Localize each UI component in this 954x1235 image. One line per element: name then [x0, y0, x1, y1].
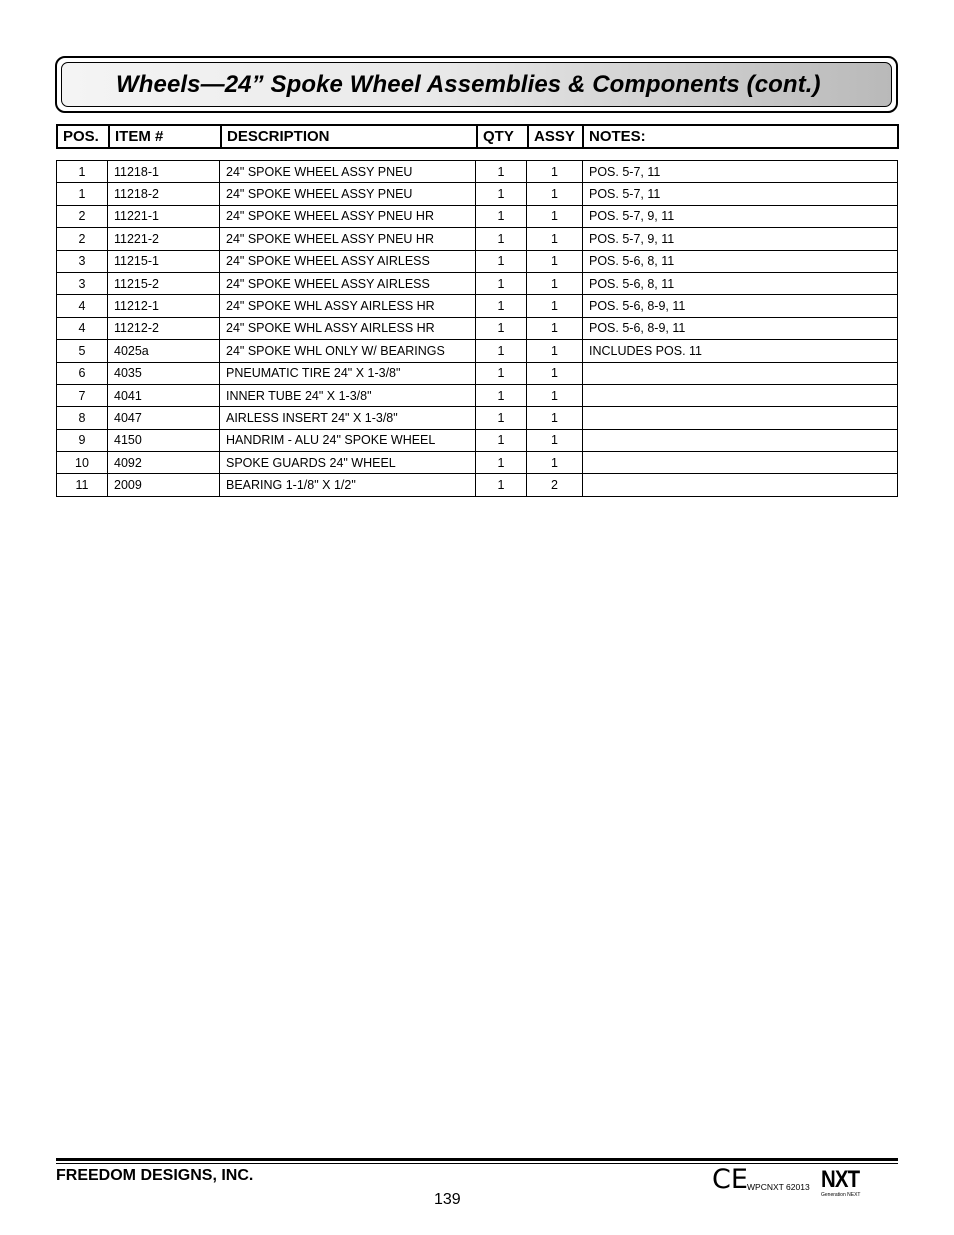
cell-pos: 3	[57, 250, 108, 272]
cell-qty: 1	[476, 362, 527, 384]
cell-item: 2009	[108, 474, 220, 496]
cell-notes: POS. 5-6, 8, 11	[583, 250, 898, 272]
table-row	[57, 183, 898, 205]
cell-item: 11215-2	[108, 272, 220, 294]
page-title: Wheels—24” Spoke Wheel Assemblies & Components (cont.)	[116, 70, 821, 98]
cell-item: 4035	[108, 362, 220, 384]
table-row	[57, 228, 898, 250]
cell-notes: POS. 5-7, 11	[583, 161, 898, 183]
cell-qty: 1	[476, 228, 527, 250]
cell-pos: 11	[57, 474, 108, 496]
cell-notes: POS. 5-6, 8-9, 11	[583, 317, 898, 339]
cell-qty: 1	[476, 407, 527, 429]
header-pos: POS.	[57, 125, 109, 148]
cell-pos: 2	[57, 228, 108, 250]
cell-qty: 1	[476, 205, 527, 227]
cell-assy: 1	[527, 183, 583, 205]
cell-pos: 5	[57, 340, 108, 362]
cell-description: 24" SPOKE WHEEL ASSY PNEU HR	[220, 205, 476, 227]
table-row	[57, 429, 898, 451]
cell-notes	[583, 407, 898, 429]
table-row	[57, 474, 898, 496]
cell-notes: POS. 5-7, 9, 11	[583, 205, 898, 227]
cell-pos: 4	[57, 295, 108, 317]
table-row	[57, 452, 898, 474]
cell-notes: POS. 5-7, 11	[583, 183, 898, 205]
cell-notes	[583, 474, 898, 496]
header-notes: NOTES:	[583, 125, 898, 148]
cell-item: 11218-1	[108, 161, 220, 183]
footer-rule-thin	[56, 1163, 898, 1164]
cell-notes: POS. 5-6, 8-9, 11	[583, 295, 898, 317]
cell-pos: 8	[57, 407, 108, 429]
cell-description: 24" SPOKE WHEEL ASSY AIRLESS	[220, 250, 476, 272]
cell-description: 24" SPOKE WHEEL ASSY AIRLESS	[220, 272, 476, 294]
cell-pos: 1	[57, 161, 108, 183]
cell-assy: 1	[527, 250, 583, 272]
table-row	[57, 205, 898, 227]
cell-qty: 1	[476, 272, 527, 294]
cell-assy: 1	[527, 340, 583, 362]
nxt-logo-text: NXT	[821, 1166, 860, 1193]
header-qty: QTY	[477, 125, 528, 148]
cell-description: INNER TUBE 24" X 1-3/8"	[220, 384, 476, 406]
cell-item: 11212-2	[108, 317, 220, 339]
parts-table	[56, 160, 898, 497]
table-row	[57, 272, 898, 294]
cell-assy: 1	[527, 205, 583, 227]
title-banner	[55, 56, 898, 113]
cell-assy: 1	[527, 295, 583, 317]
table-row	[57, 340, 898, 362]
cell-notes	[583, 362, 898, 384]
cell-description: 24" SPOKE WHEEL ASSY PNEU HR	[220, 228, 476, 250]
table-row	[57, 161, 898, 183]
table-row	[57, 250, 898, 272]
cell-notes	[583, 452, 898, 474]
cell-pos: 3	[57, 272, 108, 294]
cell-assy: 1	[527, 228, 583, 250]
cell-item: 4025a	[108, 340, 220, 362]
cell-description: SPOKE GUARDS 24" WHEEL	[220, 452, 476, 474]
ce-mark-icon: CE	[712, 1164, 748, 1195]
cell-item: 11221-1	[108, 205, 220, 227]
table-row	[57, 295, 898, 317]
cell-qty: 1	[476, 429, 527, 451]
cell-qty: 1	[476, 452, 527, 474]
cell-description: PNEUMATIC TIRE 24" X 1-3/8"	[220, 362, 476, 384]
cell-description: 24" SPOKE WHL ONLY W/ BEARINGS	[220, 340, 476, 362]
cell-assy: 1	[527, 452, 583, 474]
cell-item: 11212-1	[108, 295, 220, 317]
cell-description: 24" SPOKE WHEEL ASSY PNEU	[220, 183, 476, 205]
cell-notes	[583, 384, 898, 406]
header-row	[57, 125, 898, 148]
parts-table-header	[56, 124, 899, 149]
header-description: DESCRIPTION	[221, 125, 477, 148]
title-banner-inner	[61, 62, 892, 107]
cell-pos: 1	[57, 183, 108, 205]
header-assy: ASSY	[528, 125, 583, 148]
footer-rule-thick	[56, 1158, 898, 1161]
cell-pos: 4	[57, 317, 108, 339]
cell-assy: 1	[527, 429, 583, 451]
parts-table-body	[57, 161, 898, 497]
cell-description: 24" SPOKE WHL ASSY AIRLESS HR	[220, 317, 476, 339]
cell-pos: 10	[57, 452, 108, 474]
cell-pos: 6	[57, 362, 108, 384]
cell-description: 24" SPOKE WHEEL ASSY PNEU	[220, 161, 476, 183]
nxt-logo	[821, 1168, 867, 1202]
table-row	[57, 317, 898, 339]
header-item: ITEM #	[109, 125, 221, 148]
cell-item: 11221-2	[108, 228, 220, 250]
cell-description: AIRLESS INSERT 24" X 1-3/8"	[220, 407, 476, 429]
cell-item: 4041	[108, 384, 220, 406]
cell-qty: 1	[476, 161, 527, 183]
cell-assy: 1	[527, 161, 583, 183]
cell-description: 24" SPOKE WHL ASSY AIRLESS HR	[220, 295, 476, 317]
cell-pos: 9	[57, 429, 108, 451]
nxt-logo-subtext: Generation NEXT	[821, 1192, 861, 1198]
cell-pos: 7	[57, 384, 108, 406]
cell-assy: 1	[527, 384, 583, 406]
cell-qty: 1	[476, 474, 527, 496]
table-row	[57, 407, 898, 429]
cell-assy: 1	[527, 272, 583, 294]
cell-assy: 1	[527, 362, 583, 384]
cell-item: 4047	[108, 407, 220, 429]
cell-qty: 1	[476, 295, 527, 317]
cell-assy: 1	[527, 317, 583, 339]
cell-item: 11218-2	[108, 183, 220, 205]
page-number: 139	[434, 1191, 461, 1208]
cell-notes: POS. 5-7, 9, 11	[583, 228, 898, 250]
cell-qty: 1	[476, 317, 527, 339]
table-row	[57, 384, 898, 406]
cell-item: 4092	[108, 452, 220, 474]
cell-description: HANDRIM - ALU 24" SPOKE WHEEL	[220, 429, 476, 451]
company-name: FREEDOM DESIGNS, INC.	[56, 1167, 254, 1184]
cell-qty: 1	[476, 183, 527, 205]
cell-description: BEARING 1-1/8" X 1/2"	[220, 474, 476, 496]
cell-assy: 2	[527, 474, 583, 496]
document-id: WPCNXT 62013	[747, 1182, 810, 1192]
cell-notes: INCLUDES POS. 11	[583, 340, 898, 362]
cell-assy: 1	[527, 407, 583, 429]
cell-qty: 1	[476, 250, 527, 272]
cell-notes: POS. 5-6, 8, 11	[583, 272, 898, 294]
cell-notes	[583, 429, 898, 451]
cell-pos: 2	[57, 205, 108, 227]
cell-qty: 1	[476, 340, 527, 362]
table-row	[57, 362, 898, 384]
cell-qty: 1	[476, 384, 527, 406]
cell-item: 4150	[108, 429, 220, 451]
cell-item: 11215-1	[108, 250, 220, 272]
